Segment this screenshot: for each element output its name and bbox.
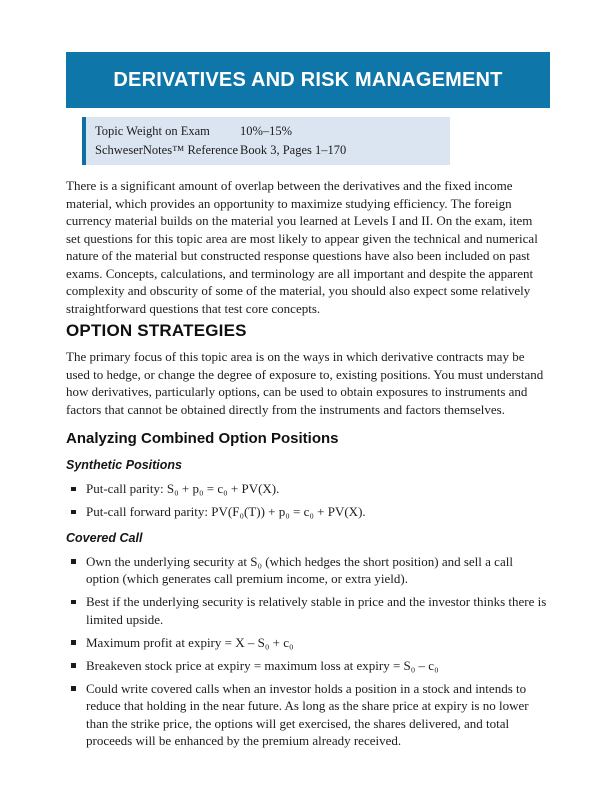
list-item: Own the underlying security at S₀ (which hedges the short position) and sell a call option (which generates call premium income, or extra yield).	[66, 553, 549, 588]
chapter-banner	[66, 52, 550, 108]
info-label: SchweserNotes™ Reference	[95, 143, 239, 157]
intro-paragraph: There is a significant amount of overlap between the derivatives and the fixed income material, which provides an opportunity to maximize studying efficiency. The foreign currency material builds on the material you learned at Levels I and II. On the exam, item set questions for this topic area are most likely to appear given the technical and numerical nature of the material but constructed response questions have also been included on past exams. Concepts, calculations, and terminology are all important and despite the apparent complexity and obscurity of some of the material, you should also expect some relatively straightforward questions that test core concepts.	[66, 178, 538, 316]
list-item: Best if the underlying security is relatively stable in price and the investor thinks there is limited upside.	[66, 593, 549, 628]
subheading-synthetic-positions: Synthetic Positions	[66, 458, 182, 472]
covered-call-list	[66, 553, 549, 750]
info-label: Topic Weight on Exam	[95, 124, 210, 138]
chapter-title: DERIVATIVES AND RISK MANAGEMENT	[113, 68, 503, 91]
list-item: Put-call parity: S₀ + p₀ = c₀ + PV(X).	[66, 480, 549, 498]
section-heading-option-strategies: OPTION STRATEGIES	[66, 321, 247, 340]
list-item: Maximum profit at expiry = X – S₀ + c₀	[66, 634, 549, 652]
option-strategies-paragraph: The primary focus of this topic area is on the ways in which derivative contracts may be used to hedge, or change the degree of exposure to, existing positions. You must understand how derivatives, particularly options, can be used to obtain exposures to instruments and factors that cannot be obtained directly from the instruments and factors themselves.	[66, 349, 544, 417]
info-row	[95, 141, 450, 160]
list-item: Put-call forward parity: PV(F₀(T)) + p₀ = c₀ + PV(X).	[66, 503, 549, 521]
subheading-covered-call: Covered Call	[66, 530, 143, 545]
info-value: Book 3, Pages 1–170	[240, 143, 347, 157]
exam-info-box	[82, 117, 450, 165]
info-row	[95, 122, 450, 141]
list-item: Could write covered calls when an investor holds a position in a stock and intends to reduce that holding in the near future. As long as the share price at expiry is no lower than the strike price, the options will get exercised, the shares delivered, and total proceeds will be enhanced by the premium already received.	[66, 680, 549, 750]
subsection-heading-analyzing-combined-option-positions: Analyzing Combined Option Positions	[66, 430, 339, 447]
info-value: 10%–15%	[240, 124, 293, 138]
list-item: Breakeven stock price at expiry = maximum loss at expiry = S₀ – c₀	[66, 657, 549, 675]
synthetic-positions-list	[66, 480, 549, 521]
